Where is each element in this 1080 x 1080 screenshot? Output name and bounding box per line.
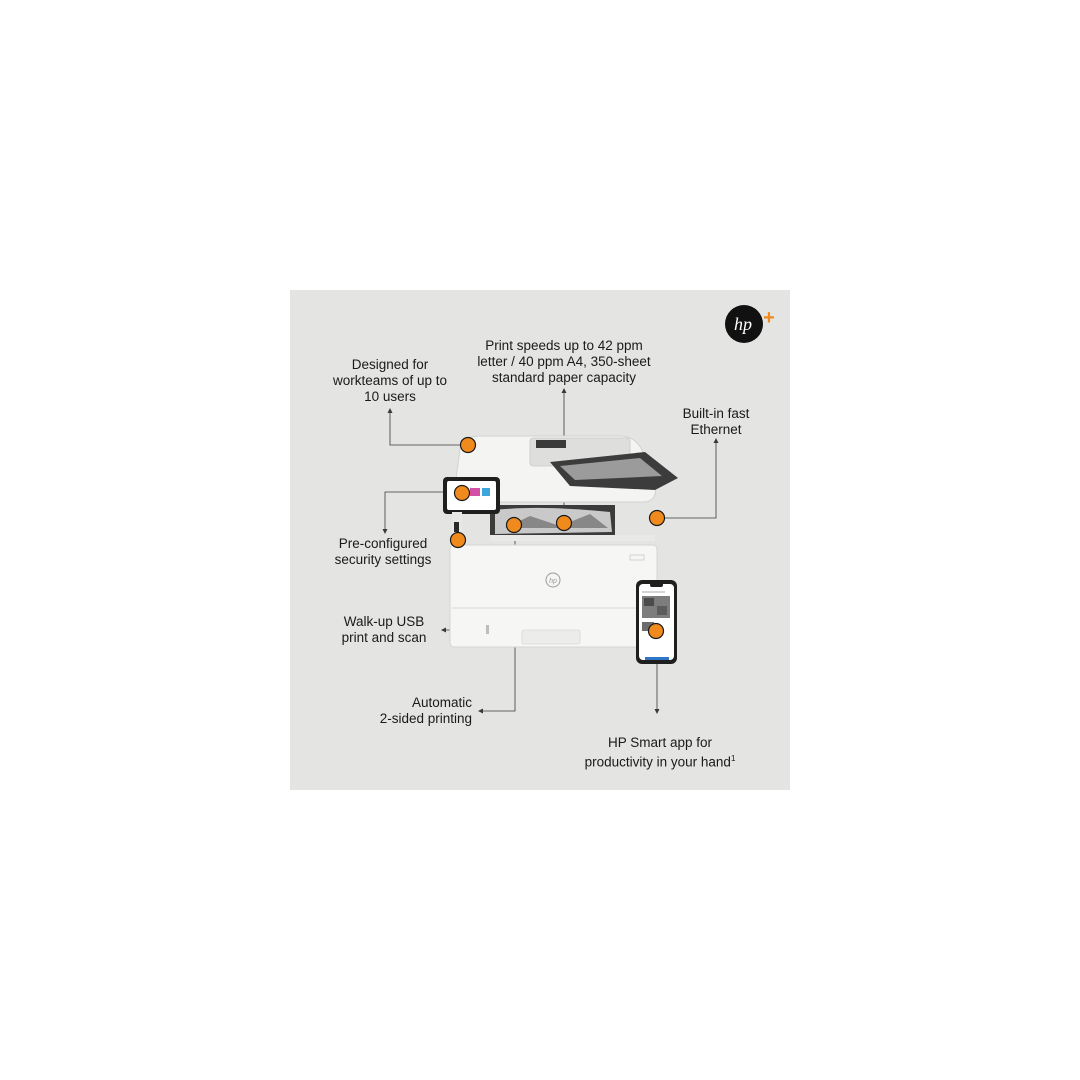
marker-dot-icon — [507, 518, 522, 533]
marker-dot-icon — [455, 486, 470, 501]
callout-smart-app — [560, 719, 760, 771]
plus-icon: + — [763, 307, 775, 329]
callout-usb: Walk-up USB print and scan — [341, 614, 427, 645]
product-feature-panel — [290, 290, 790, 790]
footnote-marker: 1 — [730, 754, 736, 763]
smartphone-icon — [636, 580, 677, 664]
hp-logo-icon — [725, 305, 763, 343]
callout-smart-app-text: HP Smart app for productivity in your hand — [584, 735, 731, 770]
callout-workteams: Designed for workteams of up to 10 users — [332, 357, 448, 404]
marker-dot-icon — [557, 516, 572, 531]
marker-dot-icon — [650, 511, 665, 526]
usb-port — [454, 522, 459, 532]
marker-dot-icon — [649, 624, 664, 639]
svg-text:hp: hp — [734, 314, 752, 334]
marker-dot-icon — [461, 438, 476, 453]
callout-ethernet: Built-in fast Ethernet — [682, 406, 750, 437]
marker-dot-icon — [451, 533, 466, 548]
callout-duplex: Automatic 2-sided printing — [379, 695, 472, 726]
svg-text:hp: hp — [549, 578, 557, 585]
callout-security: Pre-configured security settings — [334, 536, 432, 567]
callout-print-speed: Print speeds up to 42 ppm letter / 40 ppm A4, 350-sheet standard paper capacity — [477, 338, 651, 385]
